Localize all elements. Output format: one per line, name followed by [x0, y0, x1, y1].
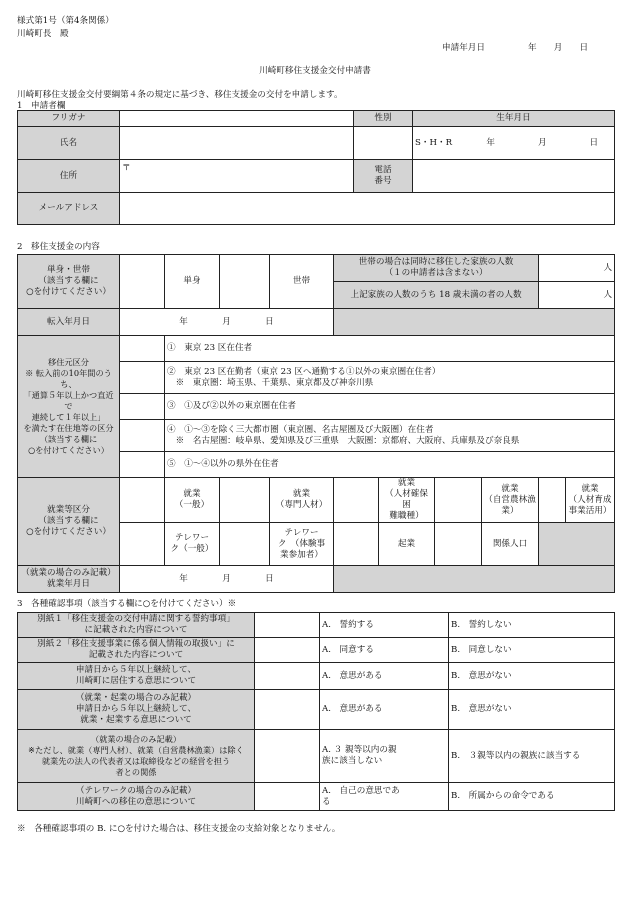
confirm-a3[interactable]: A. 意思がある [320, 663, 449, 690]
applicant-table [17, 110, 615, 225]
addressee: 川崎町長 殿 [17, 29, 69, 39]
blank-shaded [334, 309, 615, 336]
postal-mark: 〒 [122, 163, 131, 173]
persons-unit: 人 [603, 289, 613, 300]
gender-label: 性別 [354, 111, 413, 127]
confirm-q6: （テレワークの場合のみ記載） 川崎町への移住の意思について [18, 783, 255, 811]
telework-general: テレワー ク（一般） [165, 523, 220, 566]
confirm-q2: 別紙２「移住支援事業に係る個人情報の取扱い」に 記載された内容について [18, 638, 255, 663]
section3-heading: 3 各種確認事項（該当する欄に○を付けてください）※ [17, 599, 237, 609]
page-title: 川崎町移住支援金交付申請書 [259, 66, 371, 76]
employment-category-label: 就業等区分 （該当する欄に ○を付けてください） [18, 478, 120, 566]
birthdate-label: 生年月日 [413, 111, 615, 127]
emp-choice-general[interactable] [120, 478, 165, 523]
address-label: 住所 [18, 160, 120, 193]
email-label: メールアドレス [18, 193, 120, 225]
confirm-a4[interactable]: A. 意思がある [320, 690, 449, 730]
origin-category-label: 移住元区分 ※ 転入前の10年間のうち、 「通算５年以上かつ直近で 連続して１年以上」 を満たす在住地等の区分 （該当する欄に ○を付けてください） [18, 336, 120, 478]
section2-heading: 2 移住支援金の内容 [17, 242, 100, 252]
blank-shaded [334, 566, 615, 593]
confirm-a6[interactable]: A. 自己の意思であ る [320, 783, 449, 811]
name-field[interactable] [120, 127, 354, 160]
relation-choice[interactable] [435, 523, 482, 566]
origin-option-4: ④ ①～③を除く三大都市圏（東京圏、名古屋圏及び大阪圏）在住者 ※ 名古屋圏：岐阜県、愛知県及び三重県 大阪圏：京都府、大阪府、兵庫県及び奈良県 [165, 420, 615, 452]
email-field[interactable] [120, 193, 615, 225]
phone-field[interactable] [413, 160, 615, 193]
name-label: 氏名 [18, 127, 120, 160]
confirm-b5[interactable]: B. ３親等以内の親族に該当する [449, 730, 615, 783]
origin-option-2: ② 東京 23 区在勤者（東京 23 区へ通勤する①以外の東京圏在住者） ※ 東京圏：埼玉県、千葉県、東京都及び神奈川県 [165, 362, 615, 394]
job-start-date-label: （就業の場合のみ記載） 就業年月日 [18, 566, 120, 593]
confirm-blank-2 [255, 638, 320, 663]
confirmation-table [17, 612, 615, 811]
origin-option-3: ③ ①及び②以外の東京圏在住者 [165, 394, 615, 420]
family-choice[interactable] [220, 255, 270, 309]
application-date: 申請年月日 年 月 日 [442, 43, 589, 53]
emp-choice-shortage[interactable] [334, 478, 379, 523]
confirm-blank-3 [255, 663, 320, 690]
address-field[interactable] [120, 160, 354, 193]
furigana-field[interactable] [120, 111, 354, 127]
gender-field[interactable] [354, 127, 413, 160]
phone-label: 電話 番号 [354, 160, 413, 193]
form-number: 様式第1号（第4条関係） [17, 16, 114, 26]
confirm-a2[interactable]: A. 同意する [320, 638, 449, 663]
emp-choice-specialist[interactable] [220, 478, 270, 523]
under18-count-field[interactable] [539, 282, 615, 309]
confirm-b1[interactable]: B. 誓約しない [449, 613, 615, 638]
move-in-date-field[interactable]: 年 月 日 [120, 309, 334, 336]
single-choice[interactable] [120, 255, 165, 309]
telework-trial: テレワー ク （体験事 業参加者） [270, 523, 334, 566]
emp-choice-selfagri[interactable] [435, 478, 482, 523]
confirm-q3: 申請日から５年以上継続して、 川崎町に居住する意思について [18, 663, 255, 690]
confirm-b2[interactable]: B. 同意しない [449, 638, 615, 663]
origin-option-1: ① 東京 23 区在住者 [165, 336, 615, 362]
confirm-a5[interactable]: A. ３ 親等以内の親 族に該当しない [320, 730, 449, 783]
emp-general: 就業 （一般） [165, 478, 220, 523]
relation-population-label: 関係人口 [482, 523, 539, 566]
family-count-label: 世帯の場合は同時に移住した家族の人数 （１の申請者は含まない） [334, 255, 539, 282]
origin-choice-2[interactable] [120, 362, 165, 394]
confirm-blank-6 [255, 783, 320, 811]
confirm-b4[interactable]: B. 意思がない [449, 690, 615, 730]
single-label: 単身 [165, 255, 220, 309]
blank-shaded [539, 523, 615, 566]
confirm-blank-4 [255, 690, 320, 730]
confirm-q1: 別紙１「移住支援金の交付申請に関する誓約事項」 に記載された内容について [18, 613, 255, 638]
emp-training: 就業 （人材育成 事業活用） [566, 478, 615, 523]
under18-count-label: 上記家族の人数のうち 18 歳未満の者の人数 [334, 282, 539, 309]
confirm-blank-5 [255, 730, 320, 783]
confirm-q4: （就業・起業の場合のみ記載） 申請日から５年以上継続して、 就業・起業する意思について [18, 690, 255, 730]
confirm-q5: （就業の場合のみ記載） ※ただし、就業（専門人材）、就業（自営農林漁業）は除く 就業先の法人の代表者又は取締役などの経営を担う 者との関係 [18, 730, 255, 783]
startup-label: 起業 [379, 523, 435, 566]
family-label: 世帯 [270, 255, 334, 309]
origin-choice-5[interactable] [120, 452, 165, 478]
section1-heading: 1 申請者欄 [17, 101, 66, 111]
intro-text: 川崎町移住支援金交付要綱第４条の規定に基づき、移住支援金の交付を申請します。 [17, 90, 343, 100]
emp-choice-training[interactable] [539, 478, 566, 523]
origin-choice-1[interactable] [120, 336, 165, 362]
family-count-field[interactable] [539, 255, 615, 282]
birthdate-field[interactable]: S・H・R 年 月 日 [413, 127, 615, 160]
emp-shortage: 就業 （人材確保困 難職種） [379, 478, 435, 523]
origin-choice-4[interactable] [120, 420, 165, 452]
footnote: ※ 各種確認事項の B. に○を付けた場合は、移住支援金の支給対象となりません。 [17, 824, 341, 834]
telework-choice-trial[interactable] [220, 523, 270, 566]
move-in-date-label: 転入年月日 [18, 309, 120, 336]
furigana-label: フリガナ [18, 111, 120, 127]
household-type-label: 単身・世帯 （該当する欄に ○を付けてください） [18, 255, 120, 309]
persons-unit: 人 [603, 262, 613, 273]
startup-choice[interactable] [334, 523, 379, 566]
emp-selfagri: 就業 （自営農林漁 業） [482, 478, 539, 523]
job-start-date-field[interactable]: 年 月 日 [120, 566, 334, 593]
emp-specialist: 就業 （専門人材） [270, 478, 334, 523]
support-content-table [17, 254, 615, 593]
confirm-b6[interactable]: B. 所属からの命令である [449, 783, 615, 811]
origin-choice-3[interactable] [120, 394, 165, 420]
confirm-a1[interactable]: A. 誓約する [320, 613, 449, 638]
confirm-blank-1 [255, 613, 320, 638]
telework-choice-general[interactable] [120, 523, 165, 566]
confirm-b3[interactable]: B. 意思がない [449, 663, 615, 690]
origin-option-5: ⑤ ①～④以外の県外在住者 [165, 452, 615, 478]
